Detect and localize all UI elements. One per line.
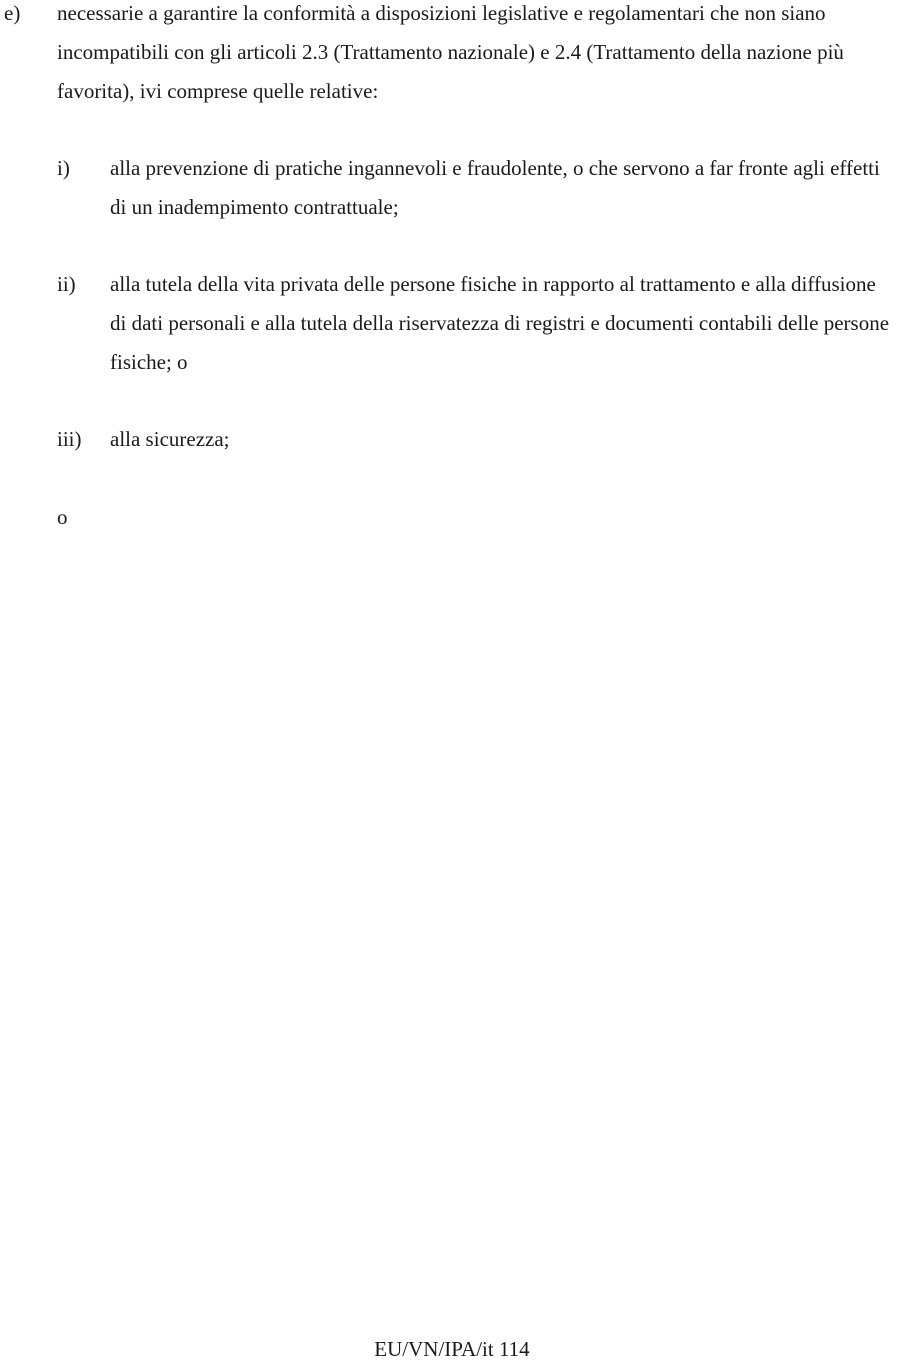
sub-item-text: alla tutela della vita privata delle persone fisiche in rapporto al trattamento e alla diffusione di dati personali e alla tutela della riservatezza di registri e documenti contabili delle persone fisiche; o (110, 272, 890, 374)
sub-item-label: i) (57, 156, 70, 180)
sub-item-text: alla prevenzione di pratiche ingannevoli e fraudolente, o che servono a far fronte agli effetti di un inadempimento contrattuale; (110, 156, 880, 219)
item-label: e) (4, 1, 21, 25)
sub-item-label: ii) (57, 272, 76, 296)
page-footer: EU/VN/IPA/it 114 (374, 1337, 530, 1361)
sub-item-text: alla sicurezza; (110, 427, 230, 451)
item-text: necessarie a garantire la conformità a disposizioni legislative e regolamentari che non siano incompatibili con gli articoli 2.3 (Trattamento nazionale) e 2.4 (Trattamento della nazione più favorita), ivi comprese quelle relative: (57, 1, 844, 103)
conjunction-text: o (57, 505, 68, 529)
sub-item-label: iii) (57, 427, 82, 451)
